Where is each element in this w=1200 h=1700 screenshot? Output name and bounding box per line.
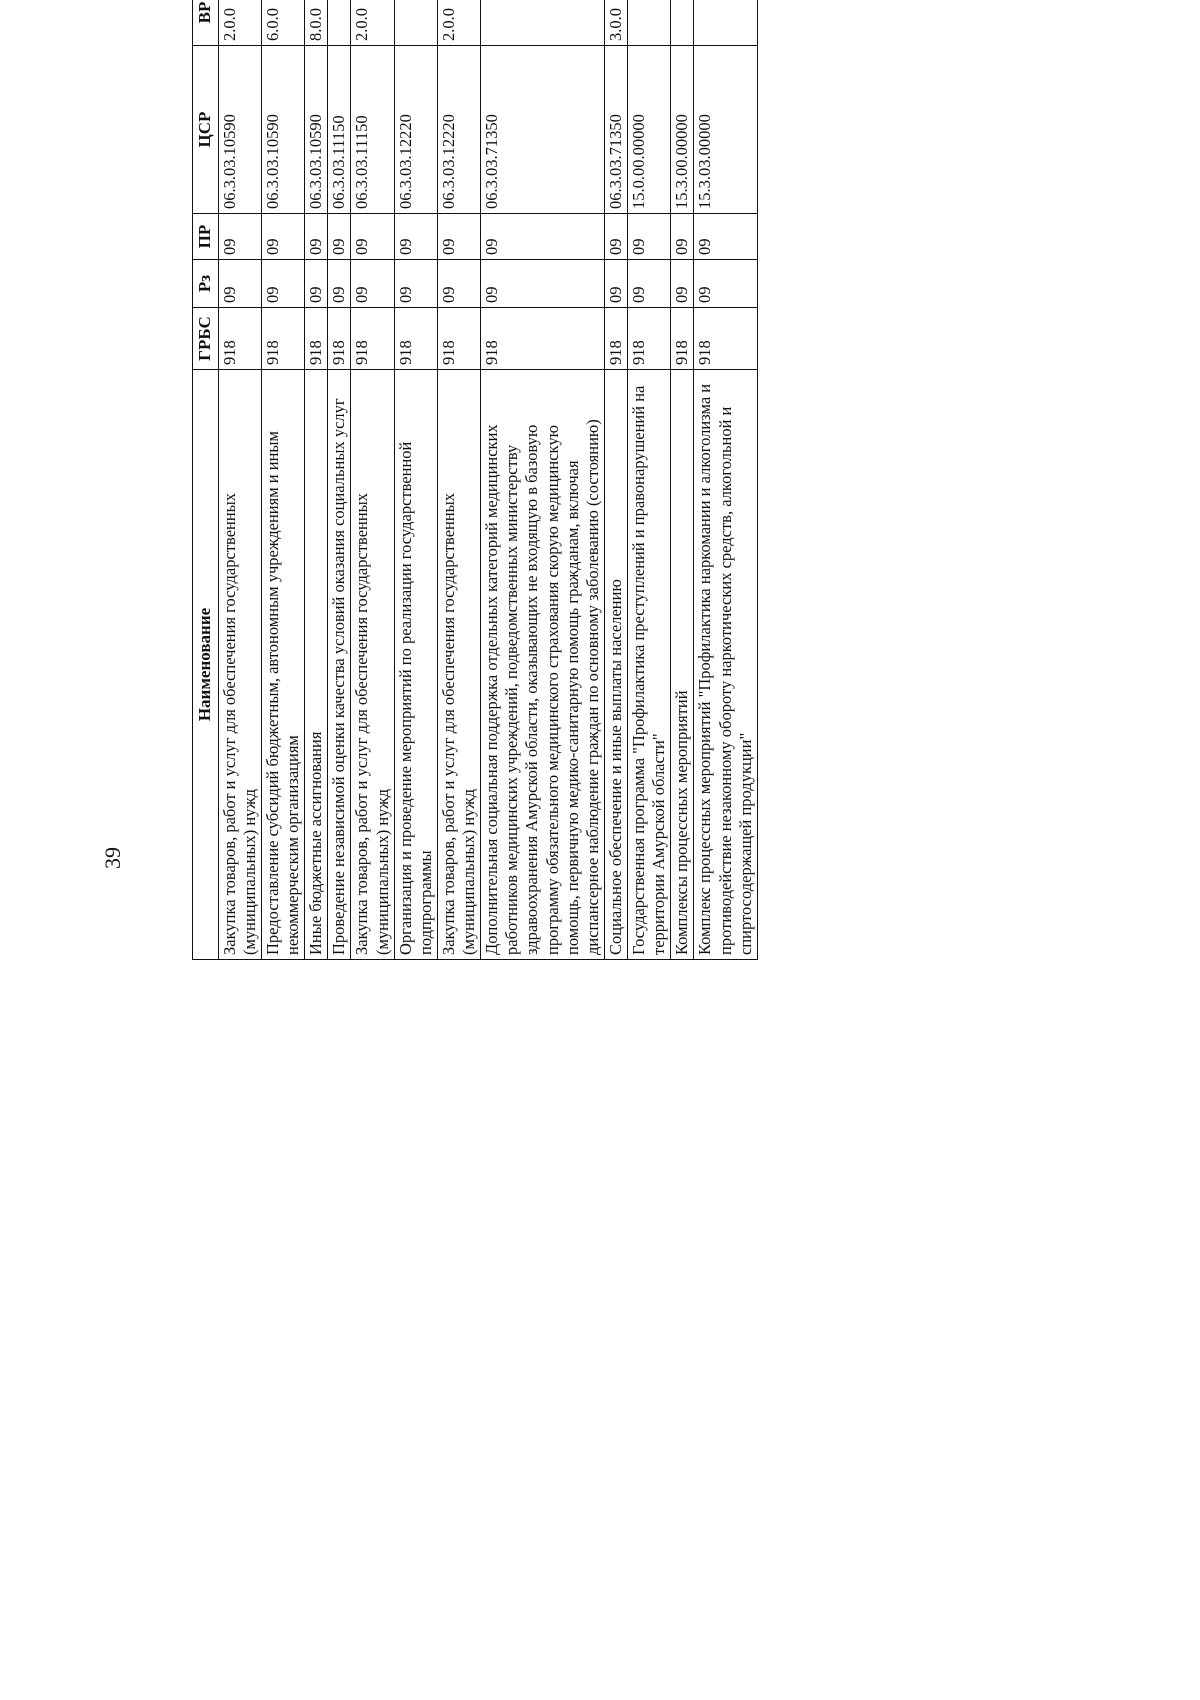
cell-grbs: 918 — [394, 308, 437, 370]
header-rz: Рз — [193, 260, 219, 308]
cell-grbs: 918 — [261, 308, 304, 370]
table-row — [481, 0, 605, 960]
cell-vr: 2.0.0 — [218, 0, 261, 46]
cell-name: Комплексы процессных мероприятий — [671, 370, 694, 960]
cell-name: Иные бюджетные ассигнования — [305, 370, 328, 960]
table-row — [328, 0, 351, 960]
cell-vr — [394, 0, 437, 46]
cell-csr: 06.3.03.71350 — [481, 46, 605, 214]
table-row — [305, 0, 328, 960]
cell-csr: 15.3.00.00000 — [671, 46, 694, 214]
cell-pr: 09 — [218, 214, 261, 260]
cell-vr: 2.0.0 — [437, 0, 480, 46]
budget-table — [192, 0, 758, 960]
cell-pr: 09 — [328, 214, 351, 260]
cell-csr: 06.3.03.10590 — [218, 46, 261, 214]
page-number: 39 — [100, 847, 125, 869]
cell-pr: 09 — [351, 214, 394, 260]
header-csr: ЦСР — [193, 46, 219, 214]
cell-vr — [694, 0, 757, 46]
cell-pr: 09 — [437, 214, 480, 260]
cell-grbs: 918 — [305, 308, 328, 370]
cell-name: Закупка товаров, работ и услуг для обеспечения государственных (муниципальных) нужд — [351, 370, 394, 960]
cell-pr: 09 — [671, 214, 694, 260]
table-header-row — [193, 0, 219, 960]
cell-rz: 09 — [437, 260, 480, 308]
header-vr: ВР — [193, 0, 219, 46]
cell-csr: 15.3.03.00000 — [694, 46, 757, 214]
cell-vr: 6.0.0 — [261, 0, 304, 46]
cell-name: Социальное обеспечение и иные выплаты населению — [604, 370, 627, 960]
cell-pr: 09 — [694, 214, 757, 260]
cell-csr: 06.3.03.12220 — [437, 46, 480, 214]
cell-pr: 09 — [628, 214, 671, 260]
cell-name: Комплекс процессных мероприятий "Профилактика наркомании и алкоголизма и противодействие незаконному обороту наркотических средств, алкогольной и спиртосодержащей продукции" — [694, 370, 757, 960]
cell-name: Закупка товаров, работ и услуг для обеспечения государственных (муниципальных) нужд — [218, 370, 261, 960]
cell-grbs: 918 — [351, 308, 394, 370]
cell-vr: 3.0.0 — [604, 0, 627, 46]
cell-name: Закупка товаров, работ и услуг для обеспечения государственных (муниципальных) нужд — [437, 370, 480, 960]
table-row — [604, 0, 627, 960]
header-pr: ПР — [193, 214, 219, 260]
cell-name: Предоставление субсидий бюджетным, автономным учреждениям и иным некоммерческим организациям — [261, 370, 304, 960]
cell-rz: 09 — [261, 260, 304, 308]
cell-csr: 06.3.03.11150 — [328, 46, 351, 214]
table-row — [694, 0, 757, 960]
cell-name: Дополнительная социальная поддержка отдельных категорий медицинских работников медицинских учреждений, подведомственных министерству здравоохранения Амурской области, оказывающих не входящую в базовую программу обязательного медицинского страхования скорую медицинскую помощь, первичную медико-санитарную помощь гражданам, включая диспансерное наблюдение граждан по основному заболеванию (состоянию) — [481, 370, 605, 960]
table-row — [437, 0, 480, 960]
table-row — [394, 0, 437, 960]
cell-csr: 06.3.03.10590 — [305, 46, 328, 214]
cell-pr: 09 — [481, 214, 605, 260]
cell-name: Проведение независимой оценки качества условий оказания социальных услуг — [328, 370, 351, 960]
cell-grbs: 918 — [437, 308, 480, 370]
cell-rz: 09 — [694, 260, 757, 308]
table-row — [671, 0, 694, 960]
header-grbs: ГРБС — [193, 308, 219, 370]
cell-vr — [328, 0, 351, 46]
header-name: Наименование — [193, 370, 219, 960]
cell-rz: 09 — [394, 260, 437, 308]
cell-csr: 15.0.00.00000 — [628, 46, 671, 214]
cell-vr — [481, 0, 605, 46]
cell-csr: 06.3.03.11150 — [351, 46, 394, 214]
cell-pr: 09 — [604, 214, 627, 260]
cell-grbs: 918 — [218, 308, 261, 370]
table-row — [351, 0, 394, 960]
cell-csr: 06.3.03.71350 — [604, 46, 627, 214]
cell-vr: 8.0.0 — [305, 0, 328, 46]
cell-rz: 09 — [604, 260, 627, 308]
cell-grbs: 918 — [628, 308, 671, 370]
cell-name: Организация и проведение мероприятий по реализации государственной подпрограммы — [394, 370, 437, 960]
cell-rz: 09 — [305, 260, 328, 308]
cell-grbs: 918 — [694, 308, 757, 370]
cell-csr: 06.3.03.10590 — [261, 46, 304, 214]
table-body — [218, 0, 757, 960]
cell-rz: 09 — [628, 260, 671, 308]
cell-rz: 09 — [351, 260, 394, 308]
rotated-table-container — [192, 0, 758, 960]
cell-vr — [671, 0, 694, 46]
cell-vr: 2.0.0 — [351, 0, 394, 46]
rotated-table-area — [192, 1, 1072, 1610]
cell-rz: 09 — [481, 260, 605, 308]
cell-pr: 09 — [261, 214, 304, 260]
cell-csr: 06.3.03.12220 — [394, 46, 437, 214]
cell-grbs: 918 — [671, 308, 694, 370]
cell-grbs: 918 — [604, 308, 627, 370]
cell-name: Государственная программа "Профилактика преступлений и правонарушений на территории Амурской области" — [628, 370, 671, 960]
table-row — [218, 0, 261, 960]
cell-vr — [628, 0, 671, 46]
cell-pr: 09 — [305, 214, 328, 260]
cell-rz: 09 — [218, 260, 261, 308]
cell-pr: 09 — [394, 214, 437, 260]
table-row — [628, 0, 671, 960]
cell-grbs: 918 — [481, 308, 605, 370]
cell-rz: 09 — [671, 260, 694, 308]
table-row — [261, 0, 304, 960]
cell-grbs: 918 — [328, 308, 351, 370]
cell-rz: 09 — [328, 260, 351, 308]
